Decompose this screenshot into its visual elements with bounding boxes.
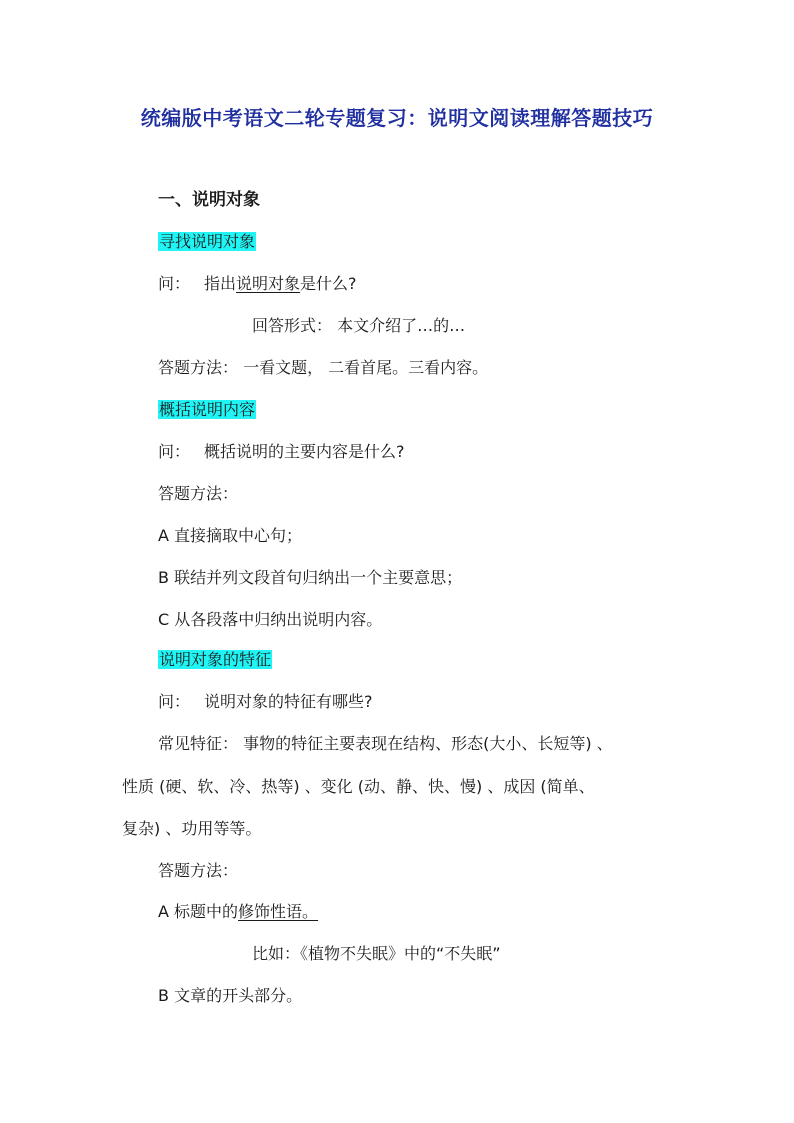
list-item-a-title-modifier bbox=[158, 900, 318, 924]
answer-form: 回答形式： 本文介绍了…的… bbox=[252, 316, 466, 335]
list-item-a: A 直接摘取中心句； bbox=[158, 526, 303, 545]
item-text: A 标题中的 bbox=[158, 902, 239, 921]
example-line: 比如：《植物不失眠》中的“不失眠” bbox=[252, 944, 501, 963]
highlighted-subheading: 说明对象的特征 bbox=[159, 650, 272, 669]
question-text-post: 是什么? bbox=[300, 274, 357, 293]
underlined-term: 说明对象 bbox=[236, 274, 301, 293]
answer-method-2: 答题方法： bbox=[158, 484, 239, 503]
subheading-find-object bbox=[158, 230, 256, 254]
question-prefix: 问： bbox=[158, 692, 191, 711]
question-text-pre: 指出 bbox=[204, 274, 237, 293]
question-2 bbox=[158, 440, 405, 464]
question-1 bbox=[158, 272, 357, 296]
list-item-b: B 联结并列文段首句归纳出一个主要意思； bbox=[158, 568, 463, 587]
subheading-object-features bbox=[158, 648, 272, 672]
features-line-2: 性质 (硬、软、冷、热等) 、变化 (动、静、快、慢) 、成因 (简单、 bbox=[122, 777, 595, 796]
question-prefix: 问： bbox=[158, 442, 191, 461]
subheading-summarize-content bbox=[158, 398, 256, 422]
list-item-c: C 从各段落中归纳出说明内容。 bbox=[158, 610, 383, 629]
answer-method-1: 答题方法： 一看文题， 二看首尾。三看内容。 bbox=[158, 358, 489, 377]
question-text: 说明对象的特征有哪些? bbox=[204, 692, 373, 711]
features-line-3: 复杂) 、功用等等。 bbox=[122, 819, 262, 838]
highlighted-subheading: 概括说明内容 bbox=[159, 400, 256, 419]
features-line-1: 常见特征： 事物的特征主要表现在结构、形态(大小、长短等) 、 bbox=[158, 734, 613, 753]
section-heading-explanation-object: 一、说明对象 bbox=[158, 190, 260, 210]
question-text: 概括说明的主要内容是什么? bbox=[204, 442, 405, 461]
underlined-term: 修饰性语。 bbox=[238, 902, 319, 921]
page-title: 统编版中考语文二轮专题复习：说明文阅读理解答题技巧 bbox=[140, 106, 654, 130]
answer-method-3: 答题方法： bbox=[158, 861, 239, 880]
highlighted-subheading: 寻找说明对象 bbox=[159, 232, 256, 251]
list-item-b-opening: B 文章的开头部分。 bbox=[158, 986, 303, 1005]
question-prefix: 问： bbox=[158, 274, 191, 293]
question-3 bbox=[158, 690, 373, 714]
